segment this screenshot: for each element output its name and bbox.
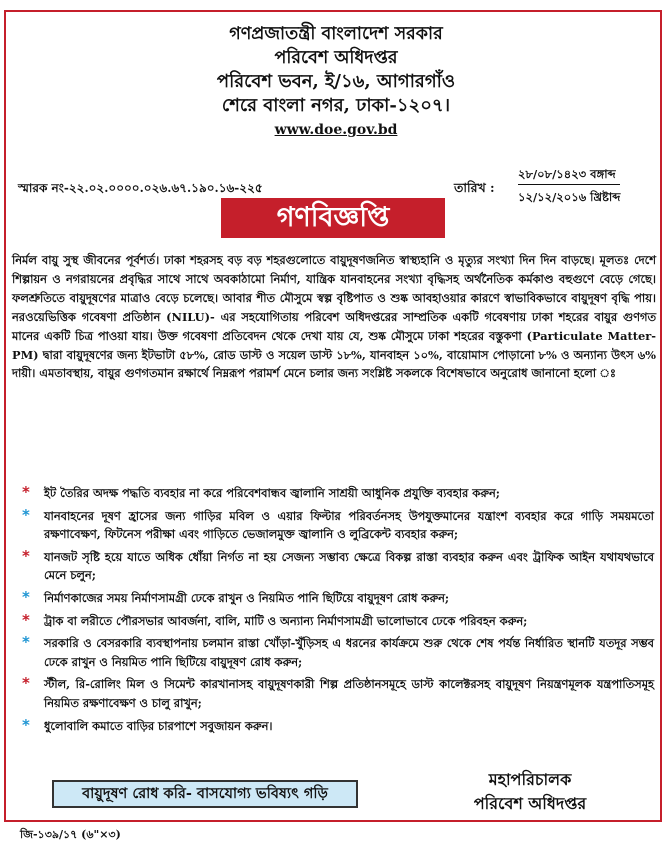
- list-item-text: যানবাহনের দূষণ হ্রাসের জন্য গাড়ির মবিল ও এয়ার ফিল্টার পরিবর্তনসহ উপযুক্তমানের যন্ত্রাংশ ব্যবহার করে গাড়ি সময়মতো রক্ষণাবেক্ষণ, ফিটনেস পরীক্ষা এবং গাড়িতে ভেজালমুক্ত জ্বালানি ও লুব্রিকেন্ট ব্যবহার করুন;: [44, 508, 654, 542]
- asterisk-icon: *: [22, 587, 30, 606]
- list-item-text: ইট তৈরির অদক্ষ পদ্ধতি ব্যবহার না করে পরিবেশবান্ধব জ্বালানি সাশ্রয়ী আধুনিক প্রযুক্তি ব্যবহার করুন;: [44, 486, 500, 500]
- paragraph-part-1: নির্মল বায়ু সুস্থ জীবনের পূর্বশর্ত। ঢাকা শহরসহ বড় বড় শহরগুলোতে বায়ুদূষণজনিত স্বাস্থ্যহানি ও মৃত্যুর সংখ্যা দিন দিন বাড়ছে। মূলতঃ দেশে শিল্পায়ন ও নগরায়নের প্রবৃদ্ধির সাথে সাথে অবকাঠামো নির্মাণ, যান্ত্রিক যানবাহনের সংখ্যা বৃদ্ধিসহ অর্থনৈতিক কর্মকাণ্ড বহুগুণে বেড়ে গেছে। ফলশ্রুতিতে বায়ুদূষণের মাত্রাও বেড়ে চলেছে। আবার শীত মৌসুমে স্বল্প বৃষ্টিপাত ও শুষ্ক আবহাওয়ার কারণে স্বাভাবিকভাবে বায়ুদূষণ বৃদ্ধি পায়। নরওয়েভিত্তিক গবেষণা প্রতিষ্ঠান: [12, 253, 656, 324]
- address-line-1: পরিবেশ ভবন, ই/১৬, আগারগাঁও: [216, 71, 456, 92]
- signatory-office: পরিবেশ অধিদপ্তর: [473, 794, 587, 813]
- list-item-text: যানজট সৃষ্টি হয়ে যাতে অধিক ধোঁয়া নির্গত না হয় সেজন্য সম্ভাব্য ক্ষেত্রে বিকল্প রাস্তা ব্যবহার করুন এবং ট্রাফিক আইন যথাযথভাবে মেনে চলুন;: [44, 549, 654, 583]
- publication-reference: জি-১৩৯/১৭ (৬"×৩): [20, 828, 121, 841]
- memo-number: স্মারক নং-২২.০২.০০০০.০২৬.৬৭.১৯০.১৬-২২৫: [18, 181, 263, 195]
- notice-title-banner: গণবিজ্ঞপ্তি: [221, 198, 445, 238]
- list-item: [22, 634, 654, 671]
- signatory-title: মহাপরিচালক: [488, 770, 572, 789]
- nilu-term: (NILU): [166, 309, 210, 324]
- asterisk-icon: *: [22, 610, 30, 629]
- government-name: গণপ্রজাতন্ত্রী বাংলাদেশ সরকার: [229, 24, 443, 44]
- asterisk-icon: *: [22, 633, 30, 652]
- pm-term: (Particulate Matter-PM): [12, 328, 657, 362]
- website-link[interactable]: www.doe.gov.bd: [274, 122, 398, 138]
- date-bengali: ২৮/০৮/১৪২৩ বঙ্গাব্দ: [518, 166, 620, 185]
- asterisk-icon: *: [22, 715, 30, 734]
- list-item-text: সরকারি ও বেসরকারি ব্যবস্থাপনায় চলমান রাস্তা খোঁড়া-খুঁড়িসহ এ ধরনের কার্যক্রমে শুরু থেকে শেষ পর্যন্ত নির্ধারিত স্থানটি যতদূর সম্ভব ঢেকে রাখুন ও নিয়মিত পানি ছিটিয়ে বায়ুদূষণ রোধ করুন;: [44, 636, 654, 669]
- intro-paragraph: [12, 251, 656, 383]
- list-item: [22, 675, 654, 712]
- asterisk-icon: *: [22, 483, 30, 501]
- asterisk-icon: *: [22, 546, 30, 565]
- list-item-text: স্টীল, রি-রোলিং মিল ও সিমেন্ট কারখানাসহ বায়ুদূষণকারী শিল্প প্রতিষ্ঠানসমূহে ডাস্ট কালেক্টরসহ বায়ুদূষণ নিয়ন্ত্রণমূলক যন্ত্রপাতিসমূহ নিয়মিত রক্ষণাবেক্ষণ ও চালু রাখুন;: [44, 677, 654, 710]
- list-item: [22, 548, 654, 585]
- asterisk-icon: *: [22, 674, 30, 693]
- asterisk-icon: *: [22, 505, 30, 524]
- date-label: তারিখ :: [454, 180, 495, 195]
- list-item-text: নির্মাণকাজের সময় নির্মাণসামগ্রী ঢেকে রাখুন ও নিয়মিত পানি ছিটিয়ে বায়ুদূষণ রোধ করুন;: [44, 590, 450, 605]
- list-item: [22, 612, 654, 631]
- advice-list: [22, 484, 654, 739]
- list-item-text: ধুলোবালি কমাতে বাড়ির চারপাশে সবুজায়ন করুন।: [44, 718, 273, 733]
- list-item: [22, 589, 654, 608]
- list-item: [22, 484, 654, 503]
- list-item-text: ট্রাক বা লরীতে পৌরসভার আবর্জনা, বালি, মাটি ও অন্যান্য নির্মাণসামগ্রী ভালোভাবে ঢেকে পরিবহন করুন;: [44, 613, 528, 628]
- list-item: [22, 717, 654, 736]
- paragraph-part-2: - এর সহযোগিতায় পরিবেশ অধিদপ্তরের সাম্প্রতিক একটি গবেষণায় ঢাকা শহরের বায়ুর গুণগত মানের একটি চিত্র পাওয়া যায়। উক্ত গবেষণা প্রতিবেদন থেকে দেখা যায় যে, শুষ্ক মৌসুমে ঢাকা শহরের বস্তুকণা: [12, 309, 656, 343]
- paragraph-part-3: দ্বারা বায়ুদূষণের জন্য ইটভাটা ৫৮%, রোড ডাস্ট ও সয়েল ডাস্ট ১৮%, যানবাহন ১০%, বায়োমাস পোড়ানো ৮% ও অন্যান্য উৎস ৬% দায়ী। এমতাবস্থায়, বায়ুর গুণগতমান রক্ষার্থে নিম্নরূপ পরামর্শ মেনে চলার জন্য সংশ্লিষ্ট সকলকে বিশেষভাবে অনুরোধ জানানো হলো ঃ: [12, 347, 656, 381]
- address-line-2: শেরে বাংলা নগর, ঢাকা-১২০৭।: [221, 95, 451, 116]
- slogan-box: বায়ুদূষণ রোধ করি- বাসযোগ্য ভবিষ্যৎ গড়ি: [52, 780, 358, 808]
- list-item: [22, 507, 654, 544]
- date-gregorian: ১২/১২/২০১৬ খ্রিষ্টাব্দ: [518, 190, 621, 204]
- date-block: [518, 166, 620, 207]
- signature-block: [430, 768, 630, 816]
- department-name: পরিবেশ অধিদপ্তর: [274, 48, 398, 68]
- letterhead: [0, 22, 672, 140]
